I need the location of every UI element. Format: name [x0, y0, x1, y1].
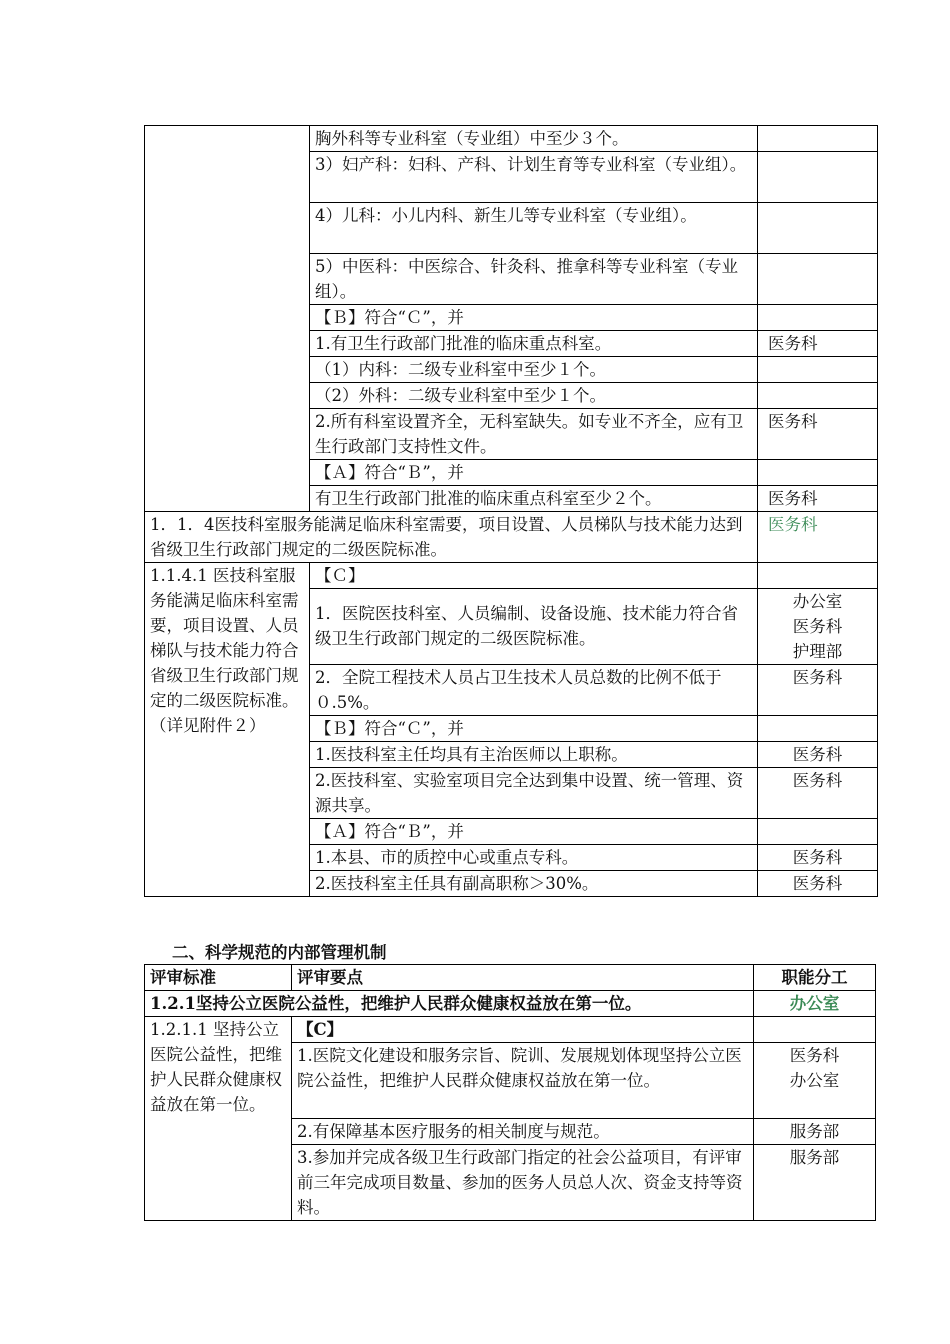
table-row: 胸外科等专业科室（专业组）中至少３个。	[310, 126, 758, 152]
header-points: 评审要点	[292, 965, 754, 991]
table-row: （1）内科：二级专业科室中至少１个。	[310, 357, 758, 383]
dept-cell: 医务科	[758, 331, 878, 357]
standards-table-2	[144, 964, 876, 1221]
table-row: 2.有保障基本医疗服务的相关制度与规范。	[292, 1119, 754, 1145]
table-row: 【Ａ】符合“Ｂ”，并	[310, 460, 758, 486]
dept-cell: 服务部	[754, 1145, 876, 1221]
header-division: 职能分工	[754, 965, 876, 991]
table-row: 2．全院工程技术人员占卫生技术人员总数的比例不低于０.5%。	[310, 665, 758, 716]
table-row: 3.参加并完成各级卫生行政部门指定的社会公益项目，有评审前三年完成项目数量、参加的医务人员总人次、资金支持等资料。	[292, 1145, 754, 1221]
section-dept: 办公室	[754, 991, 876, 1017]
dept-cell: 医务科	[758, 409, 878, 460]
dept-cell: 医务科 办公室	[754, 1043, 876, 1119]
section-heading-1-1-4: 1．1．4医技科室服务能满足临床科室需要，项目设置、人员梯队与技术能力达到省级卫生行政部门规定的二级医院标准。	[145, 512, 758, 563]
dept-cell: 医务科	[758, 742, 878, 768]
standards-table-1	[144, 125, 878, 897]
section-heading-1-2-1: 1.2.1坚持公立医院公益性，把维护人民群众健康权益放在第一位。	[145, 991, 754, 1017]
table-row: 【Ｂ】符合“Ｃ”，并	[310, 305, 758, 331]
table-row: 1.医院文化建设和服务宗旨、院训、发展规划体现坚持公立医院公益性，把维护人民群众健康权益放在第一位。	[292, 1043, 754, 1119]
table-row: （2）外科：二级专业科室中至少１个。	[310, 383, 758, 409]
table-row: 2.所有科室设置齐全，无科室缺失。如专业不齐全，应有卫生行政部门支持性文件。	[310, 409, 758, 460]
item-title-1-1-4-1: 1.1.4.1 医技科室服务能满足临床科室需要，项目设置、人员梯队与技术能力符合省级卫生行政部门规定的二级医院标准。 （详见附件２）	[145, 563, 310, 897]
table-row: 1.有卫生行政部门批准的临床重点科室。	[310, 331, 758, 357]
table-row: 2.医技科室主任具有副高职称＞30%。	[310, 871, 758, 897]
table-row: 2.医技科室、实验室项目完全达到集中设置、统一管理、资源共享。	[310, 768, 758, 819]
table-row: 【Ｂ】符合“Ｃ”，并	[310, 716, 758, 742]
dept-cell: 服务部	[754, 1119, 876, 1145]
table-row: 【Ｃ】	[310, 563, 758, 589]
dept-cell: 医务科	[758, 768, 878, 819]
section-dept: 医务科	[758, 512, 878, 563]
table-row: 3）妇产科：妇科、产科、计划生育等专业科室（专业组）。	[310, 152, 758, 203]
table-row: 【Ａ】符合“Ｂ”，并	[310, 819, 758, 845]
empty-standard-cell	[145, 126, 310, 512]
table-row: 5）中医科：中医综合、针灸科、推拿科等专业科室（专业组）。	[310, 254, 758, 305]
table-row: 4）儿科：小儿内科、新生儿等专业科室（专业组）。	[310, 203, 758, 254]
section-heading-internal-management: 二、科学规范的内部管理机制	[172, 943, 387, 962]
table-row: 1.医技科室主任均具有主治医师以上职称。	[310, 742, 758, 768]
dept-cell: 医务科	[758, 486, 878, 512]
dept-cell: 医务科	[758, 871, 878, 897]
table-row: 1.本县、市的质控中心或重点专科。	[310, 845, 758, 871]
dept-cell: 医务科	[758, 665, 878, 716]
dept-cell: 办公室 医务科 护理部	[758, 589, 878, 665]
table-row: 1．医院医技科室、人员编制、设备设施、技术能力符合省级卫生行政部门规定的二级医院标准。	[310, 589, 758, 665]
table-row: 【C】	[292, 1017, 754, 1043]
table-row: 有卫生行政部门批准的临床重点科室至少２个。	[310, 486, 758, 512]
item-title-1-2-1-1: 1.2.1.1 坚持公立医院公益性，把维护人民群众健康权益放在第一位。	[145, 1017, 292, 1221]
header-standard: 评审标准	[145, 965, 292, 991]
dept-cell: 医务科	[758, 845, 878, 871]
